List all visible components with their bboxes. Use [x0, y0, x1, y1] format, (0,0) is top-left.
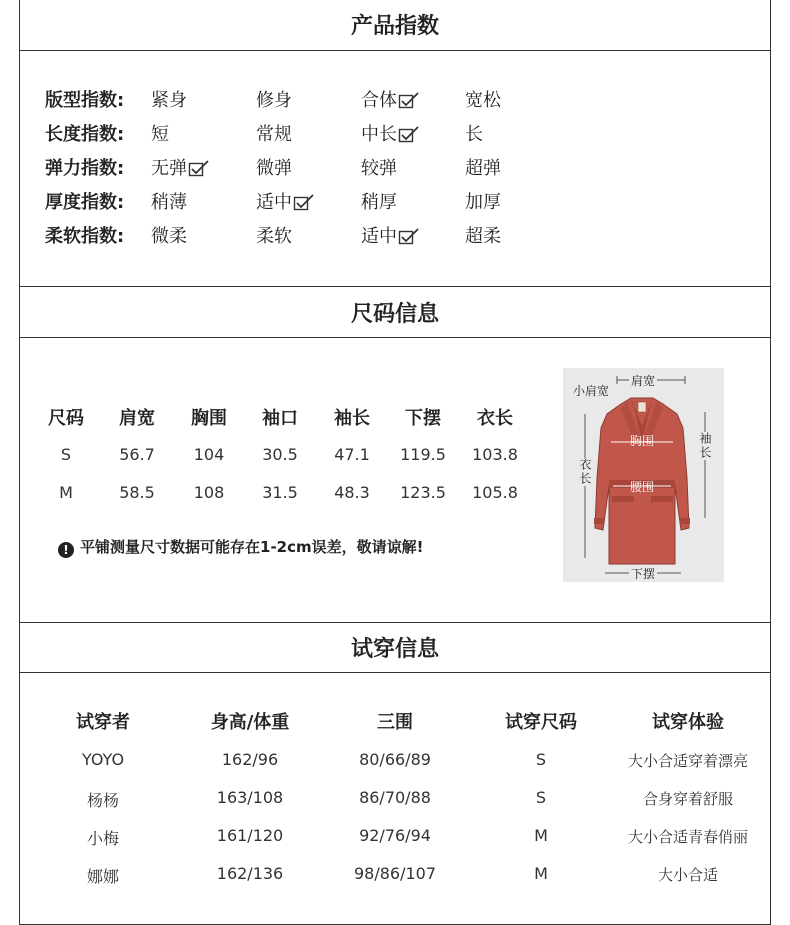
size-table-header: 尺码	[48, 408, 84, 429]
index-option-label: 稍薄	[151, 192, 187, 213]
tryon-table-cell: M	[534, 864, 548, 883]
note-text: 平铺测量尺寸数据可能存在1-2cm误差，敬请谅解!	[80, 538, 424, 556]
tryon-table-cell: 大小合适青春俏丽	[627, 828, 748, 846]
shoulder-label: 肩宽	[631, 374, 656, 388]
size-table-cell: 58.5	[119, 483, 155, 502]
index-label: 柔软指数:	[45, 226, 125, 247]
sleeve-label: 袖长	[698, 432, 712, 460]
index-option	[465, 120, 483, 146]
index-option-label: 稍厚	[361, 192, 397, 213]
waist-label: 腰围	[630, 480, 655, 494]
size-table-cell: 56.7	[119, 445, 155, 464]
size-table-header: 下摆	[405, 408, 441, 429]
checkmark-icon	[293, 193, 315, 211]
tryon-table-cell: 162/96	[221, 750, 279, 769]
divider	[19, 286, 771, 287]
index-option-label: 加厚	[465, 192, 501, 213]
index-option-label: 短	[151, 124, 169, 145]
tryon-table-cell: 大小合适	[657, 866, 718, 884]
tryon-table-cell: M	[534, 826, 548, 845]
checkmark-icon	[398, 91, 420, 109]
small-shoulder-label: 小肩宽	[573, 384, 610, 398]
size-table-cell: 31.5	[262, 483, 298, 502]
divider	[19, 50, 771, 51]
tryon-table-header: 身高/体重	[210, 712, 290, 733]
tryon-table-header: 试穿者	[76, 712, 130, 733]
exclamation-icon: !	[58, 542, 74, 558]
measurement-note	[58, 536, 423, 558]
divider	[19, 672, 771, 673]
size-table-cell: 123.5	[400, 483, 446, 502]
index-option	[465, 86, 501, 112]
tryon-table-cell: 合身穿着舒服	[642, 790, 733, 808]
size-table-header: 袖口	[262, 408, 298, 429]
index-option	[465, 188, 501, 214]
checkmark-icon	[398, 227, 420, 245]
size-table-header: 胸围	[191, 408, 227, 429]
tryon-table-cell: 大小合适穿着漂亮	[627, 752, 748, 770]
length-label: 衣长	[578, 458, 592, 486]
chest-label: 胸围	[630, 434, 655, 448]
tryon-table-cell: 162/136	[216, 864, 284, 883]
index-option-label: 较弹	[361, 158, 397, 179]
index-option-label: 中长	[361, 124, 397, 145]
index-option	[256, 188, 315, 214]
tryon-table-cell: S	[535, 750, 547, 769]
index-option	[361, 154, 397, 180]
index-option	[256, 154, 292, 180]
size-table-cell: S	[60, 445, 72, 464]
tryon-table-header: 三围	[377, 712, 413, 733]
index-option	[361, 86, 420, 112]
size-table-cell: M	[59, 483, 73, 502]
tryon-table-cell: S	[535, 788, 547, 807]
index-label: 版型指数:	[45, 90, 125, 111]
index-option-label: 长	[465, 124, 483, 145]
index-label: 厚度指数:	[45, 192, 125, 213]
tryon-table-header: 试穿体验	[652, 712, 724, 733]
tryon-table-cell: 杨杨	[86, 791, 119, 810]
index-option-label: 微柔	[151, 226, 187, 247]
index-option-label: 柔软	[256, 226, 292, 247]
index-option-label: 合体	[361, 90, 397, 111]
index-option-label: 紧身	[151, 90, 187, 111]
size-table-header: 袖长	[334, 408, 370, 429]
index-option	[465, 222, 501, 248]
size-table-cell: 108	[193, 483, 225, 502]
coat-measurement-diagram	[563, 368, 724, 582]
size-table-cell: 105.8	[472, 483, 518, 502]
index-option	[256, 222, 292, 248]
size-table-header: 肩宽	[119, 408, 155, 429]
tryon-table-cell: 小梅	[86, 829, 119, 848]
size-table-cell: 47.1	[334, 445, 370, 464]
index-option	[151, 120, 169, 146]
index-option	[151, 188, 187, 214]
index-option-label: 宽松	[465, 90, 501, 111]
tryon-table-cell: 163/108	[216, 788, 284, 807]
checkmark-icon	[398, 125, 420, 143]
tryon-table-cell: 80/66/89	[359, 750, 431, 769]
tryon-table-cell: 娜娜	[86, 867, 119, 886]
tryon-table-cell: 92/76/94	[359, 826, 431, 845]
tryon-table-header: 试穿尺码	[505, 712, 577, 733]
divider	[19, 337, 771, 338]
index-option	[151, 154, 210, 180]
index-option-label: 适中	[256, 192, 292, 213]
index-label: 弹力指数:	[45, 158, 125, 179]
tryon-table-cell: 86/70/88	[359, 788, 431, 807]
index-option-label: 微弹	[256, 158, 292, 179]
tryon-table-cell: 161/120	[216, 826, 284, 845]
index-option-label: 适中	[361, 226, 397, 247]
index-option	[361, 222, 420, 248]
index-option-label: 无弹	[151, 158, 187, 179]
size-table-cell: 103.8	[472, 445, 518, 464]
index-option-label: 常规	[256, 124, 292, 145]
tryon-table-cell: 98/86/107	[353, 864, 437, 883]
tryon-table-cell: YOYO	[81, 750, 125, 769]
index-option-label: 修身	[256, 90, 292, 111]
index-label: 长度指数:	[45, 124, 125, 145]
index-option-label: 超弹	[465, 158, 501, 179]
index-option	[465, 154, 501, 180]
index-option	[361, 120, 420, 146]
size-table-cell: 48.3	[334, 483, 370, 502]
size-info-title: 尺码信息	[350, 302, 439, 327]
size-table-cell: 30.5	[262, 445, 298, 464]
index-option	[361, 188, 397, 214]
index-option-label: 超柔	[465, 226, 501, 247]
size-table-cell: 104	[193, 445, 225, 464]
size-table-cell: 119.5	[400, 445, 446, 464]
index-option	[256, 120, 292, 146]
divider	[19, 622, 771, 623]
size-table-header: 衣长	[477, 408, 513, 429]
checkmark-icon	[188, 159, 210, 177]
index-option	[256, 86, 292, 112]
index-option	[151, 222, 187, 248]
product-index-title: 产品指数	[350, 14, 439, 39]
index-option	[151, 86, 187, 112]
tryon-info-title: 试穿信息	[350, 637, 439, 662]
hem-label: 下摆	[631, 567, 656, 581]
